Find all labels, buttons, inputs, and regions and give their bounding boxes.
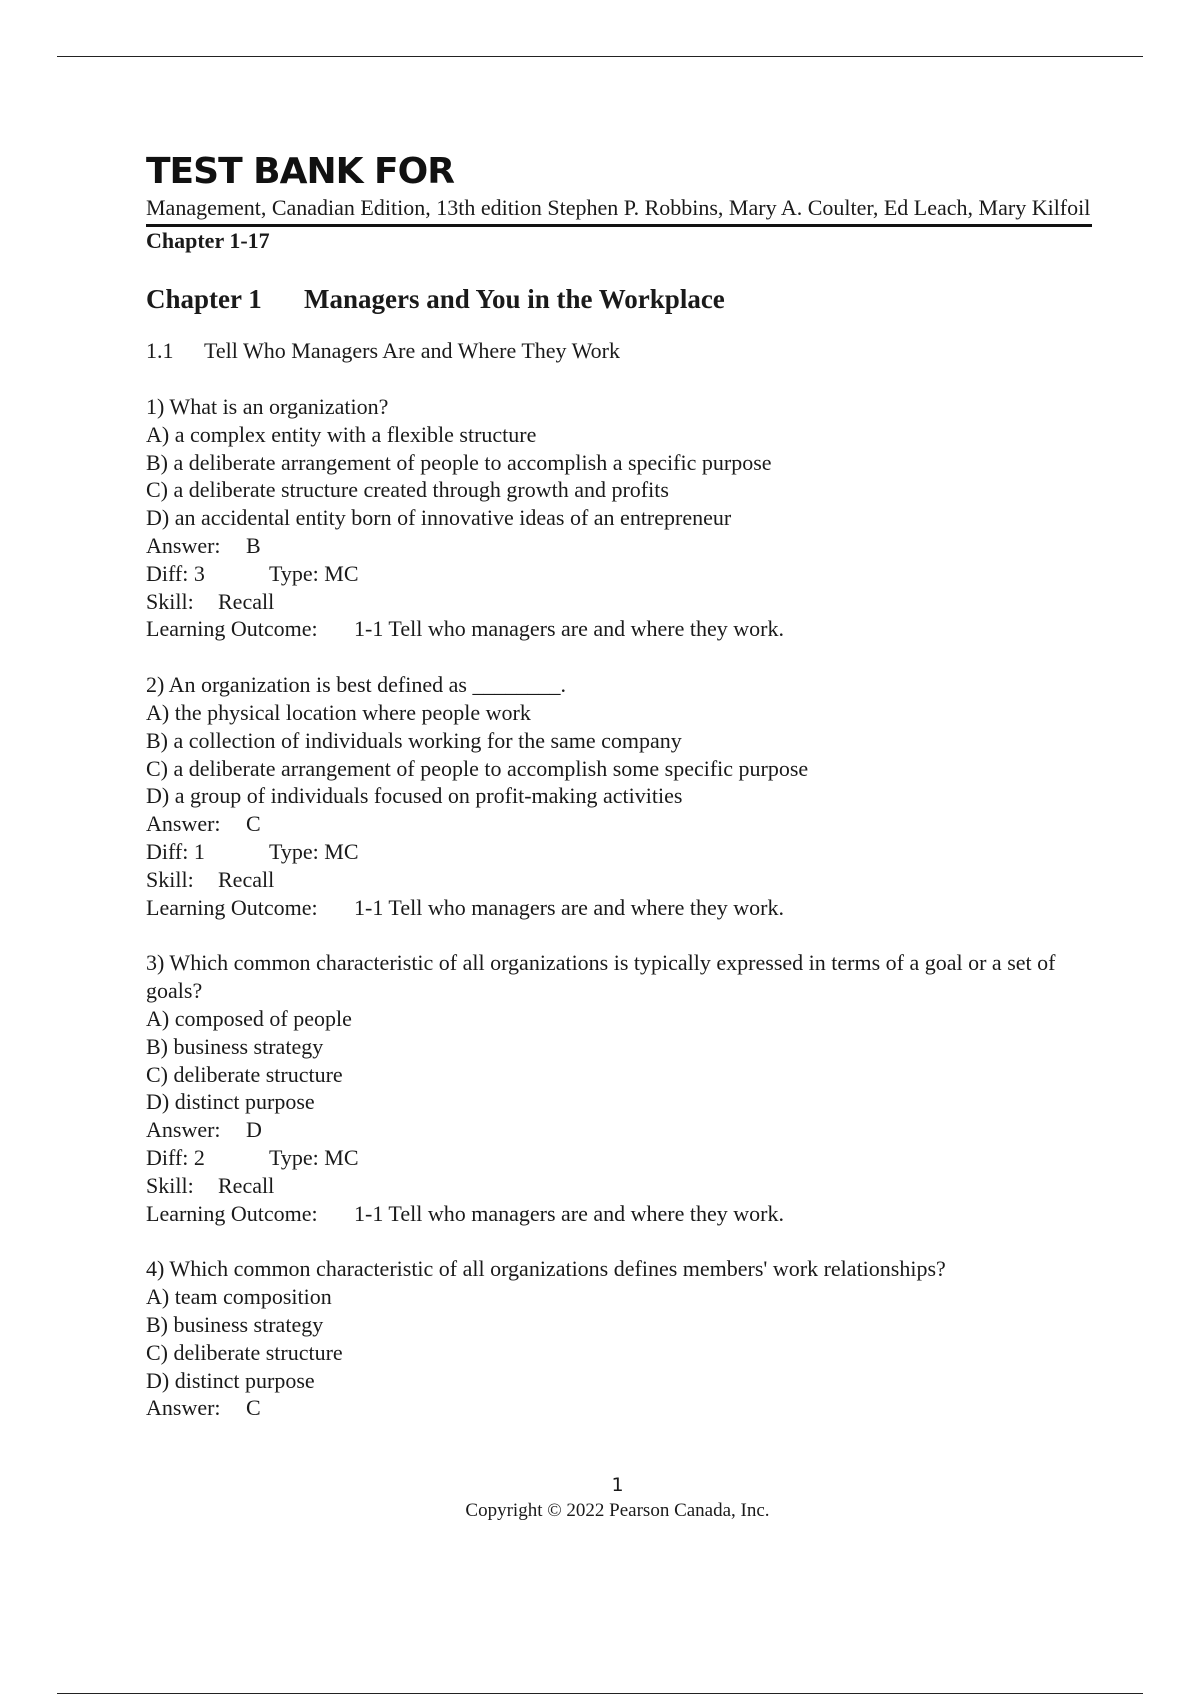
answer-value: D (246, 1117, 262, 1143)
question-4 (146, 1255, 1094, 1422)
learning-outcome-value: 1-1 Tell who managers are and where they work. (354, 1200, 784, 1226)
question-1 (146, 393, 1094, 643)
question-3 (146, 949, 1094, 1227)
diff-type-line (146, 838, 1094, 866)
section-heading (146, 337, 1094, 365)
learning-outcome-line (146, 1200, 1094, 1228)
answer-label: Answer: (146, 532, 221, 558)
skill-label: Skill: (146, 588, 194, 614)
answer-line (146, 532, 1094, 560)
diff-field (146, 560, 269, 588)
question-stem: 1) What is an organization? (146, 394, 389, 419)
option-a: A) composed of people (146, 1005, 352, 1031)
type-value: MC (324, 1144, 359, 1170)
chapter-title: Managers and You in the Workplace (304, 284, 725, 314)
question-2 (146, 671, 1094, 921)
question-stem: 2) An organization is best defined as ________. (146, 672, 566, 698)
diff-value: 1 (193, 838, 205, 864)
diff-value: 2 (193, 1144, 205, 1170)
type-value: MC (324, 838, 359, 864)
type-label: Type: (269, 1144, 319, 1170)
answer-value: C (246, 811, 261, 837)
document-subtitle: Management, Canadian Edition, 13th edition Stephen P. Robbins, Mary A. Coulter, Ed Leach, Mary Kilfoil (146, 195, 1091, 220)
option-d: D) an accidental entity born of innovative ideas of an entrepreneur (146, 505, 732, 531)
answer-line (146, 1116, 1094, 1144)
learning-outcome-label: Learning Outcome: (146, 894, 318, 920)
page-number: 1 (611, 1474, 624, 1496)
option-a: A) the physical location where people work (146, 699, 531, 725)
page-content (146, 150, 1094, 1422)
option-d: D) a group of individuals focused on profit-making activities (146, 783, 683, 809)
question-stem: 4) Which common characteristic of all organizations defines members' work relationships? (146, 1256, 946, 1282)
diff-value: 3 (193, 560, 205, 586)
option-b: B) business strategy (146, 1033, 324, 1059)
option-c: C) a deliberate arrangement of people to accomplish some specific purpose (146, 755, 809, 781)
skill-line (146, 588, 1094, 616)
option-b: B) a deliberate arrangement of people to accomplish a specific purpose (146, 449, 772, 475)
option-d: D) distinct purpose (146, 1089, 315, 1115)
option-a: A) team composition (146, 1284, 332, 1310)
skill-value: Recall (218, 1172, 275, 1198)
type-label: Type: (269, 560, 319, 586)
diff-type-line (146, 1144, 1094, 1172)
type-label: Type: (269, 838, 319, 864)
diff-field (146, 1144, 269, 1172)
chapter-range: Chapter 1-17 (146, 228, 270, 253)
question-stem: 3) Which common characteristic of all organizations is typically expressed in terms of a goal or a set of goals? (146, 950, 1056, 1004)
answer-label: Answer: (146, 811, 221, 837)
skill-line (146, 1172, 1094, 1200)
learning-outcome-line (146, 894, 1094, 922)
copyright-notice: Copyright © 2022 Pearson Canada, Inc. (465, 1500, 770, 1521)
section-number: 1.1 (146, 338, 174, 363)
chapter-number: Chapter 1 (146, 284, 262, 314)
learning-outcome-value: 1-1 Tell who managers are and where they work. (354, 616, 784, 642)
title-divider (146, 224, 1092, 227)
option-a: A) a complex entity with a flexible structure (146, 421, 537, 447)
option-b: B) a collection of individuals working for the same company (146, 727, 682, 753)
skill-label: Skill: (146, 866, 194, 892)
section-title: Tell Who Managers Are and Where They Work (204, 338, 620, 363)
top-page-rule (57, 56, 1143, 57)
diff-type-line (146, 560, 1094, 588)
document-title: TEST BANK FOR (146, 151, 454, 192)
skill-value: Recall (218, 588, 275, 614)
answer-line (146, 810, 1094, 838)
answer-value: C (246, 1395, 261, 1421)
option-b: B) business strategy (146, 1311, 324, 1337)
diff-field (146, 838, 269, 866)
skill-value: Recall (218, 866, 275, 892)
answer-line (146, 1394, 1094, 1422)
learning-outcome-label: Learning Outcome: (146, 616, 318, 642)
skill-line (146, 866, 1094, 894)
option-c: C) deliberate structure (146, 1339, 343, 1365)
skill-label: Skill: (146, 1172, 194, 1198)
diff-label: Diff: (146, 1144, 189, 1170)
answer-label: Answer: (146, 1395, 221, 1421)
learning-outcome-line (146, 615, 1094, 643)
learning-outcome-label: Learning Outcome: (146, 1200, 318, 1226)
answer-value: B (246, 532, 261, 558)
diff-label: Diff: (146, 560, 189, 586)
bottom-page-rule (57, 1693, 1143, 1694)
learning-outcome-value: 1-1 Tell who managers are and where they work. (354, 894, 784, 920)
chapter-heading (146, 283, 1094, 315)
answer-label: Answer: (146, 1117, 221, 1143)
option-d: D) distinct purpose (146, 1367, 315, 1393)
type-value: MC (324, 560, 359, 586)
option-c: C) deliberate structure (146, 1061, 343, 1087)
diff-label: Diff: (146, 838, 189, 864)
option-c: C) a deliberate structure created through growth and profits (146, 477, 669, 503)
